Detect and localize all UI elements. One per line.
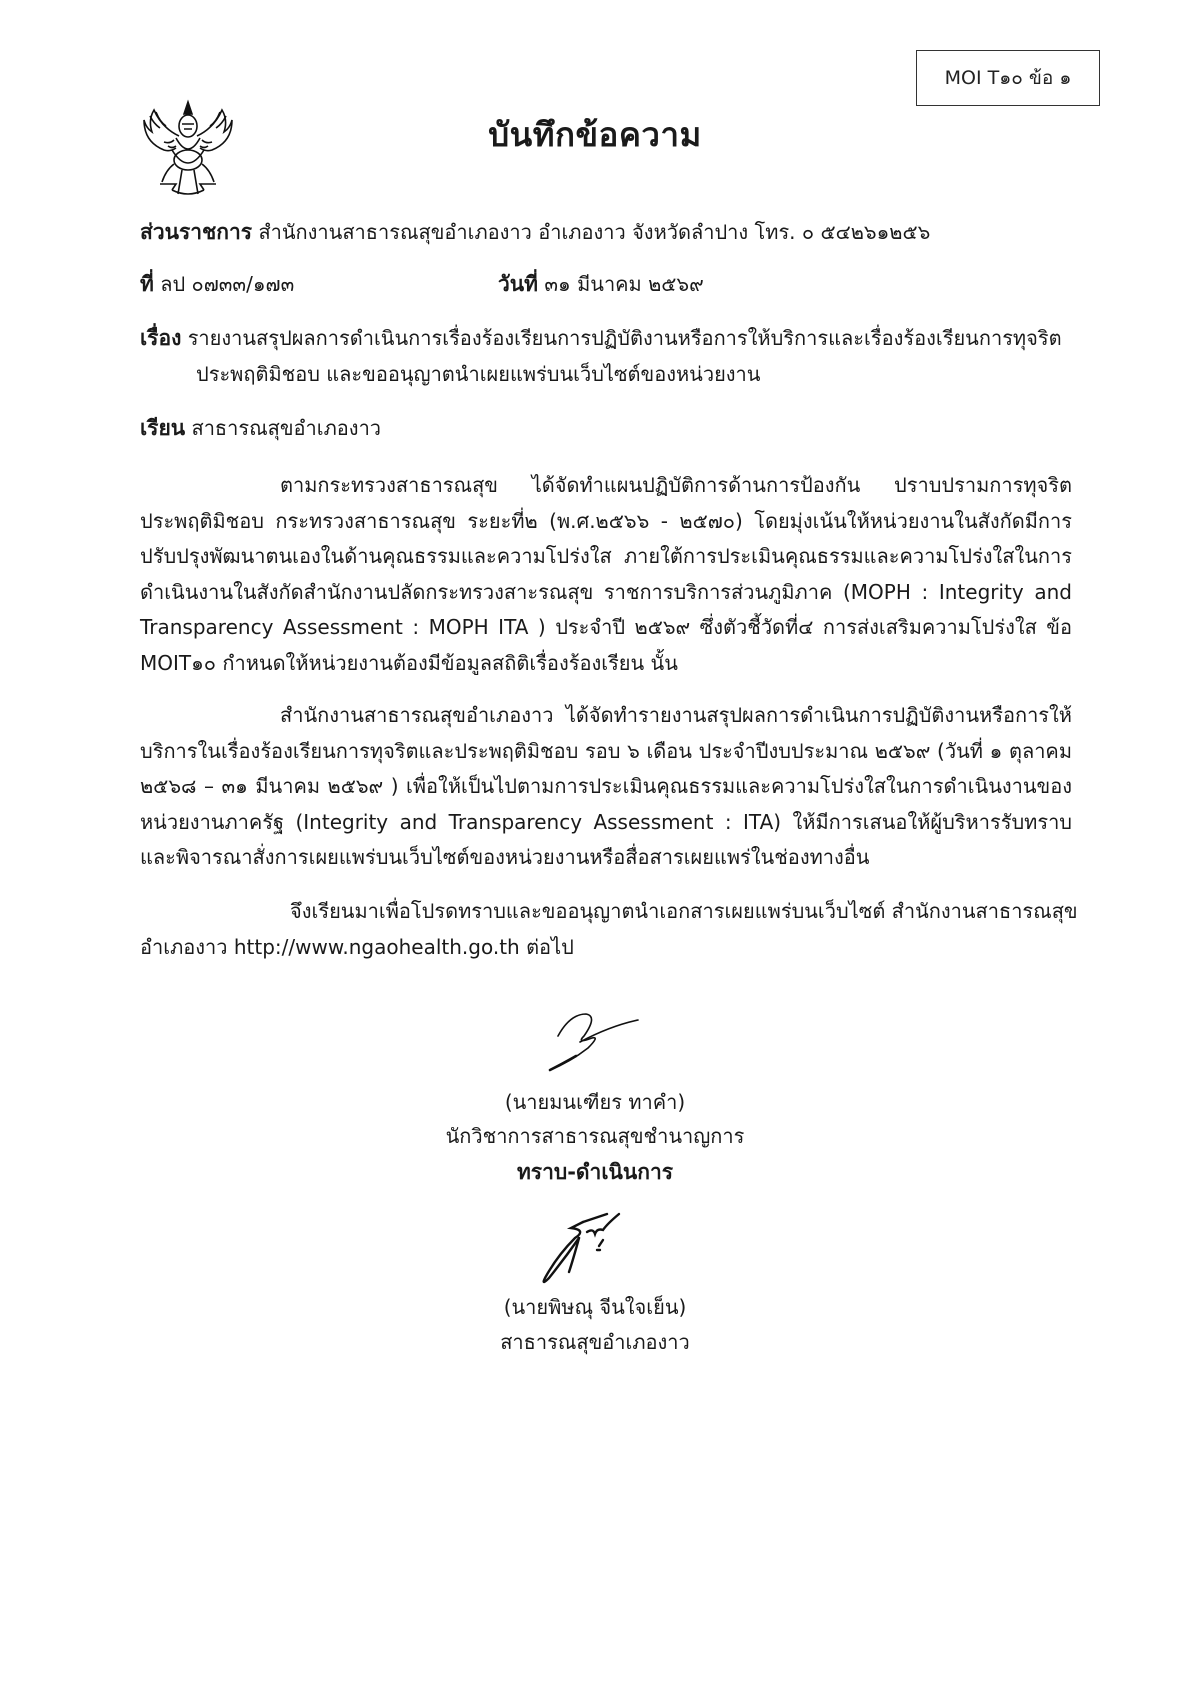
paragraph-1-text: ตามกระทรวงสาธารณสุข ได้จัดทำแผนปฏิบัติการด้านการป้องกัน ปราบปรามการทุจริต ประพฤติมิชอบ กระทรวงสาธารณสุข ระยะที่๒ (พ.ศ.๒๕๖๖ - ๒๕๗๐) โดยมุ่งเน้นให้หน่วยงานในสังกัดมีการปรับปรุงพัฒนาตนเองในด้านคุณธรรมและความโปร่งใส ภายใต้การประเมินคุณธรรมและความโปร่งใสในการดำเนินงานในสังกัดสำนักงานปลัดกระทรวงสาะรณสุข ราชการบริการส่วนภูมิภาค (MOPH : Integrity and Transparency Assessment : MOPH ITA ) ประจำปี ๒๕๖๙ ซึ่งตัวชี้วัดที่๔ การส่งเสริมความโปร่งใส ข้อ MOIT๑๐ กำหนดให้หน่วยงานต้องมีข้อมูลสถิติเรื่องร้องเรียน นั้น xyxy=(140,473,1072,675)
signatory-1-position: นักวิชาการสาธารณสุขชำนาญการ xyxy=(445,1124,745,1148)
reference-label: ที่ xyxy=(140,272,154,296)
form-code-label: MOI T๑๐ ข้อ ๑ xyxy=(944,67,1072,89)
subject-line-1: รายงานสรุปผลการดำเนินการเรื่องร้องเรียนการปฏิบัติงานหรือการให้บริการและเรื่องร้องเรียนการทุจริต xyxy=(187,326,1062,350)
date-value: ๓๑ มีนาคม ๒๕๖๙ xyxy=(544,272,704,296)
reference-value: ลป ๐๗๓๓/๑๗๓ xyxy=(160,272,295,296)
reference-row xyxy=(140,266,294,302)
signature-2-icon xyxy=(535,1208,645,1288)
date-row xyxy=(498,266,704,302)
closing-line-2: อำเภองาว http://www.ngaohealth.go.th ต่อไป xyxy=(140,935,574,959)
signatory-1-name: (นายมนเฑียร ทาคำ) xyxy=(504,1090,686,1114)
department-row xyxy=(140,214,930,250)
recipient-value: สาธารณสุขอำเภองาว xyxy=(191,416,382,440)
paragraph-2-text: สำนักงานสาธารณสุขอำเภองาว ได้จัดทำรายงานสรุปผลการดำเนินการปฏิบัติงานหรือการให้บริการในเรื่องร้องเรียนการทุจริตและประพฤติมิชอบ รอบ ๖ เดือน ประจำปีงบประมาณ ๒๕๖๙ (วันที่ ๑ ตุลาคม ๒๕๖๘ – ๓๑ มีนาคม ๒๕๖๙ ) เพื่อให้เป็นไปตามการประเมินคุณธรรมและความโปร่งใสในการดำเนินงานของหน่วยงานภาครัฐ (Integrity and Transparency Assessment : ITA) ให้มีการเสนอให้ผู้บริหารรับทราบและพิจารณาสั่งการเผยแพร่บนเว็บไซต์ของหน่วยงานหรือสื่อสารเผยแพร่ในช่องทางอื่น xyxy=(140,703,1072,869)
subject-label: เรื่อง xyxy=(140,326,182,350)
signature-1-icon xyxy=(540,1008,650,1078)
recipient-label: เรียน xyxy=(140,416,186,440)
department-value: สำนักงานสาธารณสุขอำเภองาว อำเภองาว จังหวัดลำปาง โทร. ๐ ๕๔๒๖๑๒๕๖ xyxy=(258,220,931,244)
subject-line-2: ประพฤติมิชอบ และขออนุญาตนำเผยแพร่บนเว็บไซต์ของหน่วยงาน xyxy=(196,362,761,386)
form-code-box xyxy=(916,50,1100,106)
memo-title: บันทึกข้อความ xyxy=(488,115,702,154)
recipient-row xyxy=(140,410,381,446)
subject-row xyxy=(140,320,1062,356)
signatory-2-position: สาธารณสุขอำเภองาว xyxy=(500,1330,690,1354)
date-label: วันที่ xyxy=(498,272,538,296)
department-label: ส่วนราชการ xyxy=(140,220,253,244)
body-paragraph-1 xyxy=(140,468,1072,681)
closing-line-1: จึงเรียนมาเพื่อโปรดทราบและขออนุญาตนำเอกสารเผยแพร่บนเว็บไซต์ สำนักงานสาธารณสุข xyxy=(290,899,1078,923)
signatory-2-name: (นายพิษณุ จีนใจเย็น) xyxy=(503,1295,687,1319)
approval-note: ทราบ-ดำเนินการ xyxy=(516,1160,674,1184)
body-paragraph-2 xyxy=(140,698,1072,876)
